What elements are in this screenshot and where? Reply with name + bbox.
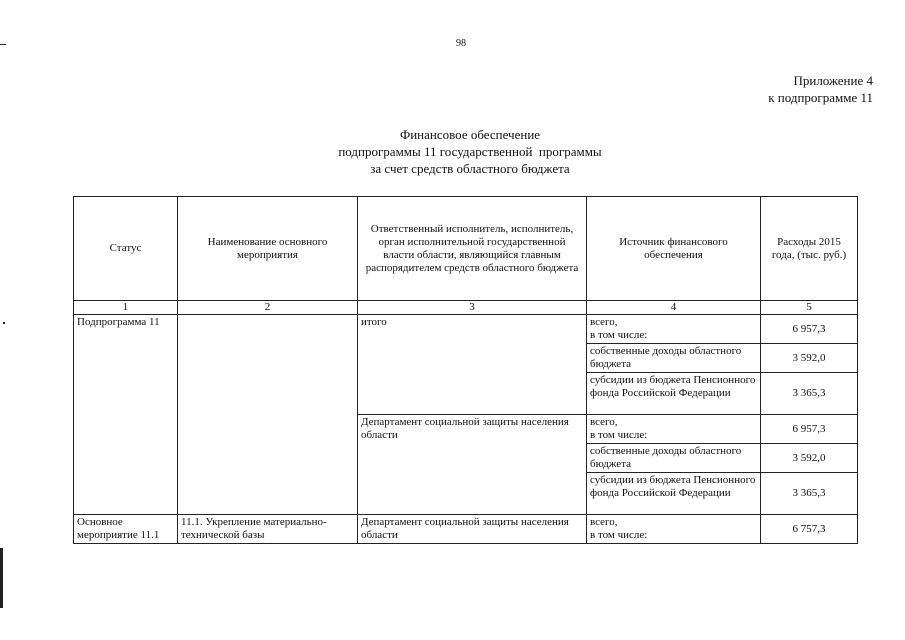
amount-cell: 6 957,3 [761,415,858,444]
source-cell: субсидии из бюджета Пенсионного фонда Российской Федерации [587,373,761,415]
executor-cell: Департамент социальной защиты населения области [358,415,587,515]
scan-edge-mark [0,548,3,608]
header-executor: Ответственный исполнитель, исполнитель, орган исполнительной государственной власти области, являющийся главным распорядителем средств областного бюджета [358,197,587,301]
header-expenses: Расходы 2015 года, (тыс. руб.) [761,197,858,301]
header-source: Источник финансового обеспечения [587,197,761,301]
amount-cell: 6 957,3 [761,315,858,344]
title-line-1: Финансовое обеспечение [399,127,541,142]
column-number: 3 [358,301,587,315]
status-cell: Подпрограмма 11 [74,315,178,515]
title-line-3: за счет средств областного бюджета [370,161,570,176]
page-number: 98 [456,38,466,49]
scan-edge-mark [3,322,5,324]
title-line-2: подпрограммы 11 государственной программы [338,144,602,159]
appendix-line-2: к подпрограмме 11 [768,90,873,105]
source-cell: собственные доходы областного бюджета [587,444,761,473]
header-status: Статус [74,197,178,301]
amount-cell: 3 592,0 [761,444,858,473]
column-number: 5 [761,301,858,315]
source-cell: всего, в том числе: [587,415,761,444]
executor-cell: Департамент социальной защиты населения области [358,515,587,544]
scan-edge-mark [0,44,6,45]
column-number-row [74,301,858,315]
status-cell: Основное мероприятие 11.1 [74,515,178,544]
measure-cell: 11.1. Укрепление материально-технической базы [178,515,358,544]
column-number: 2 [178,301,358,315]
appendix-reference [768,72,873,106]
column-number: 4 [587,301,761,315]
appendix-line-1: Приложение 4 [793,73,873,88]
measure-cell [178,315,358,515]
executor-cell: итого [358,315,587,415]
document-title [250,126,690,177]
source-cell: всего, в том числе: [587,515,761,544]
header-measure: Наименование основного мероприятия [178,197,358,301]
amount-cell: 3 365,3 [761,373,858,415]
amount-cell: 3 365,3 [761,473,858,515]
table-row [74,515,858,544]
column-number: 1 [74,301,178,315]
financing-table [73,196,858,544]
source-cell: собственные доходы областного бюджета [587,344,761,373]
table-row [74,315,858,344]
amount-cell: 6 757,3 [761,515,858,544]
table-header-row [74,197,858,301]
source-cell: всего, в том числе: [587,315,761,344]
amount-cell: 3 592,0 [761,344,858,373]
source-cell: субсидии из бюджета Пенсионного фонда Российской Федерации [587,473,761,515]
